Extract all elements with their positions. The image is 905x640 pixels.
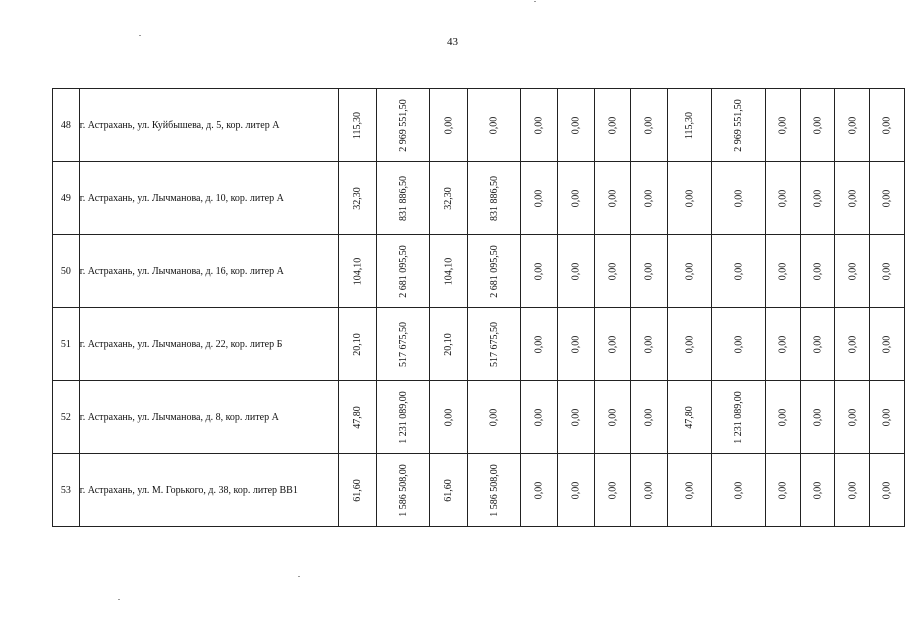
value-text: 831 886,50 <box>397 175 409 221</box>
value-cell <box>467 308 521 381</box>
value-cell <box>376 235 430 308</box>
value-cell <box>631 235 668 308</box>
value-cell <box>376 89 430 162</box>
value-text: 0,00 <box>846 481 858 499</box>
value-text: 517 675,50 <box>488 321 500 367</box>
value-cell <box>667 235 712 308</box>
value-cell <box>521 89 558 162</box>
value-cell <box>870 162 905 235</box>
value-text: 0,00 <box>606 408 618 426</box>
value-cell <box>712 235 766 308</box>
value-text: 0,00 <box>881 481 893 499</box>
value-text: 0,00 <box>606 335 618 353</box>
value-text: 0,00 <box>533 116 545 134</box>
value-cell <box>631 454 668 527</box>
value-cell <box>667 162 712 235</box>
value-cell <box>800 454 835 527</box>
value-cell <box>430 162 467 235</box>
value-text: 0,00 <box>777 189 789 207</box>
value-text: 1 586 508,00 <box>397 463 409 517</box>
value-cell <box>631 308 668 381</box>
value-cell <box>338 162 376 235</box>
value-cell <box>430 381 467 454</box>
value-text: 0,00 <box>881 116 893 134</box>
value-text: 0,00 <box>643 116 655 134</box>
value-cell <box>631 381 668 454</box>
value-text: 2 681 095,50 <box>397 244 409 298</box>
table-row <box>53 381 905 454</box>
address-cell: г. Астрахань, ул. Лычманова, д. 22, кор. литер Б <box>79 308 338 381</box>
value-cell <box>557 89 594 162</box>
value-text: 517 675,50 <box>397 321 409 367</box>
value-cell <box>835 162 870 235</box>
value-cell <box>631 162 668 235</box>
value-text: 0,00 <box>777 116 789 134</box>
value-cell <box>338 89 376 162</box>
table-row <box>53 308 905 381</box>
address-cell: г. Астрахань, ул. Куйбышева, д. 5, кор. литер А <box>79 89 338 162</box>
value-cell <box>870 454 905 527</box>
value-text: 0,00 <box>570 262 582 280</box>
value-cell <box>338 454 376 527</box>
value-cell <box>557 162 594 235</box>
value-cell <box>521 381 558 454</box>
value-cell <box>712 454 766 527</box>
value-cell <box>765 381 800 454</box>
value-text: 831 886,50 <box>488 175 500 221</box>
value-text: 0,00 <box>570 408 582 426</box>
address-cell: г. Астрахань, ул. Лычманова, д. 10, кор. литер А <box>79 162 338 235</box>
value-cell <box>338 235 376 308</box>
value-cell <box>835 235 870 308</box>
value-text: 0,00 <box>684 189 696 207</box>
value-text: 0,00 <box>812 262 824 280</box>
value-text: 0,00 <box>777 262 789 280</box>
value-text: 20,10 <box>443 332 455 356</box>
value-cell <box>594 381 631 454</box>
value-cell <box>870 381 905 454</box>
value-cell <box>557 308 594 381</box>
value-cell <box>430 308 467 381</box>
value-text: 0,00 <box>643 481 655 499</box>
table-row <box>53 235 905 308</box>
value-cell <box>800 162 835 235</box>
value-cell <box>765 308 800 381</box>
value-text: 61,60 <box>351 478 363 502</box>
value-cell <box>631 89 668 162</box>
value-cell <box>835 89 870 162</box>
value-cell <box>712 162 766 235</box>
value-text: 0,00 <box>643 335 655 353</box>
value-cell <box>521 454 558 527</box>
value-cell <box>667 381 712 454</box>
value-cell <box>467 162 521 235</box>
value-cell <box>870 89 905 162</box>
value-cell <box>870 308 905 381</box>
value-text: 0,00 <box>443 408 455 426</box>
table-row <box>53 454 905 527</box>
value-text: 0,00 <box>733 189 745 207</box>
value-text: 0,00 <box>846 116 858 134</box>
value-text: 32,30 <box>351 186 363 210</box>
value-cell <box>557 235 594 308</box>
value-cell <box>800 235 835 308</box>
value-cell <box>467 454 521 527</box>
value-text: 2 681 095,50 <box>488 244 500 298</box>
value-cell <box>594 454 631 527</box>
value-cell <box>835 454 870 527</box>
value-cell <box>800 308 835 381</box>
value-cell <box>430 235 467 308</box>
value-cell <box>467 89 521 162</box>
value-text: 115,30 <box>351 111 363 139</box>
value-text: 104,10 <box>351 257 363 285</box>
value-cell <box>557 454 594 527</box>
value-cell <box>376 162 430 235</box>
value-text: 1 586 508,00 <box>488 463 500 517</box>
row-number-cell: 51 <box>53 308 80 381</box>
value-text: 0,00 <box>777 335 789 353</box>
scan-speck <box>139 35 141 36</box>
value-text: 47,80 <box>351 405 363 429</box>
value-text: 0,00 <box>643 408 655 426</box>
value-cell <box>712 89 766 162</box>
row-number-cell: 50 <box>53 235 80 308</box>
value-text: 0,00 <box>606 262 618 280</box>
value-text: 0,00 <box>812 189 824 207</box>
value-text: 0,00 <box>684 481 696 499</box>
value-text: 0,00 <box>606 481 618 499</box>
value-text: 0,00 <box>570 116 582 134</box>
value-text: 0,00 <box>533 189 545 207</box>
value-text: 0,00 <box>570 481 582 499</box>
value-cell <box>765 162 800 235</box>
value-cell <box>521 162 558 235</box>
value-text: 0,00 <box>733 481 745 499</box>
value-text: 0,00 <box>881 335 893 353</box>
value-cell <box>594 162 631 235</box>
value-cell <box>835 381 870 454</box>
value-cell <box>338 308 376 381</box>
value-cell <box>557 381 594 454</box>
value-text: 0,00 <box>733 262 745 280</box>
value-cell <box>765 89 800 162</box>
value-text: 0,00 <box>533 335 545 353</box>
housing-registry-table <box>52 88 905 527</box>
value-text: 0,00 <box>606 116 618 134</box>
value-text: 0,00 <box>881 408 893 426</box>
value-text: 0,00 <box>488 116 500 134</box>
value-text: 0,00 <box>488 408 500 426</box>
table-row <box>53 89 905 162</box>
value-cell <box>521 235 558 308</box>
value-cell <box>667 308 712 381</box>
scan-speck <box>534 1 536 2</box>
row-number-cell: 53 <box>53 454 80 527</box>
value-cell <box>376 381 430 454</box>
value-cell <box>667 89 712 162</box>
value-text: 0,00 <box>533 408 545 426</box>
value-text: 0,00 <box>533 262 545 280</box>
value-text: 2 969 551,50 <box>733 98 745 152</box>
value-text: 0,00 <box>606 189 618 207</box>
value-text: 0,00 <box>443 116 455 134</box>
value-cell <box>835 308 870 381</box>
value-cell <box>376 454 430 527</box>
value-text: 0,00 <box>846 189 858 207</box>
value-cell <box>765 454 800 527</box>
value-cell <box>800 381 835 454</box>
value-cell <box>338 381 376 454</box>
value-text: 20,10 <box>351 332 363 356</box>
value-text: 104,10 <box>443 257 455 285</box>
value-text: 0,00 <box>570 335 582 353</box>
value-cell <box>712 308 766 381</box>
value-text: 0,00 <box>812 408 824 426</box>
value-cell <box>376 308 430 381</box>
value-text: 0,00 <box>846 262 858 280</box>
value-cell <box>594 308 631 381</box>
value-cell <box>594 235 631 308</box>
address-cell: г. Астрахань, ул. Лычманова, д. 16, кор. литер А <box>79 235 338 308</box>
row-number-cell: 49 <box>53 162 80 235</box>
value-cell <box>870 235 905 308</box>
value-text: 0,00 <box>812 335 824 353</box>
value-text: 0,00 <box>684 335 696 353</box>
value-cell <box>712 381 766 454</box>
value-text: 47,80 <box>684 405 696 429</box>
value-cell <box>467 235 521 308</box>
value-text: 0,00 <box>733 335 745 353</box>
value-cell <box>521 308 558 381</box>
value-cell <box>467 381 521 454</box>
row-number-cell: 48 <box>53 89 80 162</box>
value-text: 1 231 089,00 <box>733 390 745 444</box>
scan-speck <box>298 576 300 577</box>
value-text: 0,00 <box>881 262 893 280</box>
table-row <box>53 162 905 235</box>
value-cell <box>765 235 800 308</box>
value-text: 0,00 <box>812 116 824 134</box>
value-cell <box>667 454 712 527</box>
value-text: 0,00 <box>846 335 858 353</box>
value-text: 0,00 <box>684 262 696 280</box>
value-text: 0,00 <box>777 481 789 499</box>
value-cell <box>430 89 467 162</box>
address-cell: г. Астрахань, ул. М. Горького, д. 38, кор. литер ВВ1 <box>79 454 338 527</box>
value-text: 0,00 <box>643 189 655 207</box>
row-number-cell: 52 <box>53 381 80 454</box>
value-text: 115,30 <box>684 111 696 139</box>
value-cell <box>800 89 835 162</box>
value-text: 0,00 <box>643 262 655 280</box>
value-text: 1 231 089,00 <box>397 390 409 444</box>
value-text: 0,00 <box>533 481 545 499</box>
value-text: 2 969 551,50 <box>397 98 409 152</box>
value-cell <box>594 89 631 162</box>
value-cell <box>430 454 467 527</box>
value-text: 0,00 <box>812 481 824 499</box>
value-text: 0,00 <box>846 408 858 426</box>
value-text: 32,30 <box>443 186 455 210</box>
scan-speck <box>118 599 120 600</box>
value-text: 0,00 <box>881 189 893 207</box>
address-cell: г. Астрахань, ул. Лычманова, д. 8, кор. литер А <box>79 381 338 454</box>
page-number: 43 <box>447 36 458 48</box>
value-text: 61,60 <box>443 478 455 502</box>
value-text: 0,00 <box>777 408 789 426</box>
value-text: 0,00 <box>570 189 582 207</box>
